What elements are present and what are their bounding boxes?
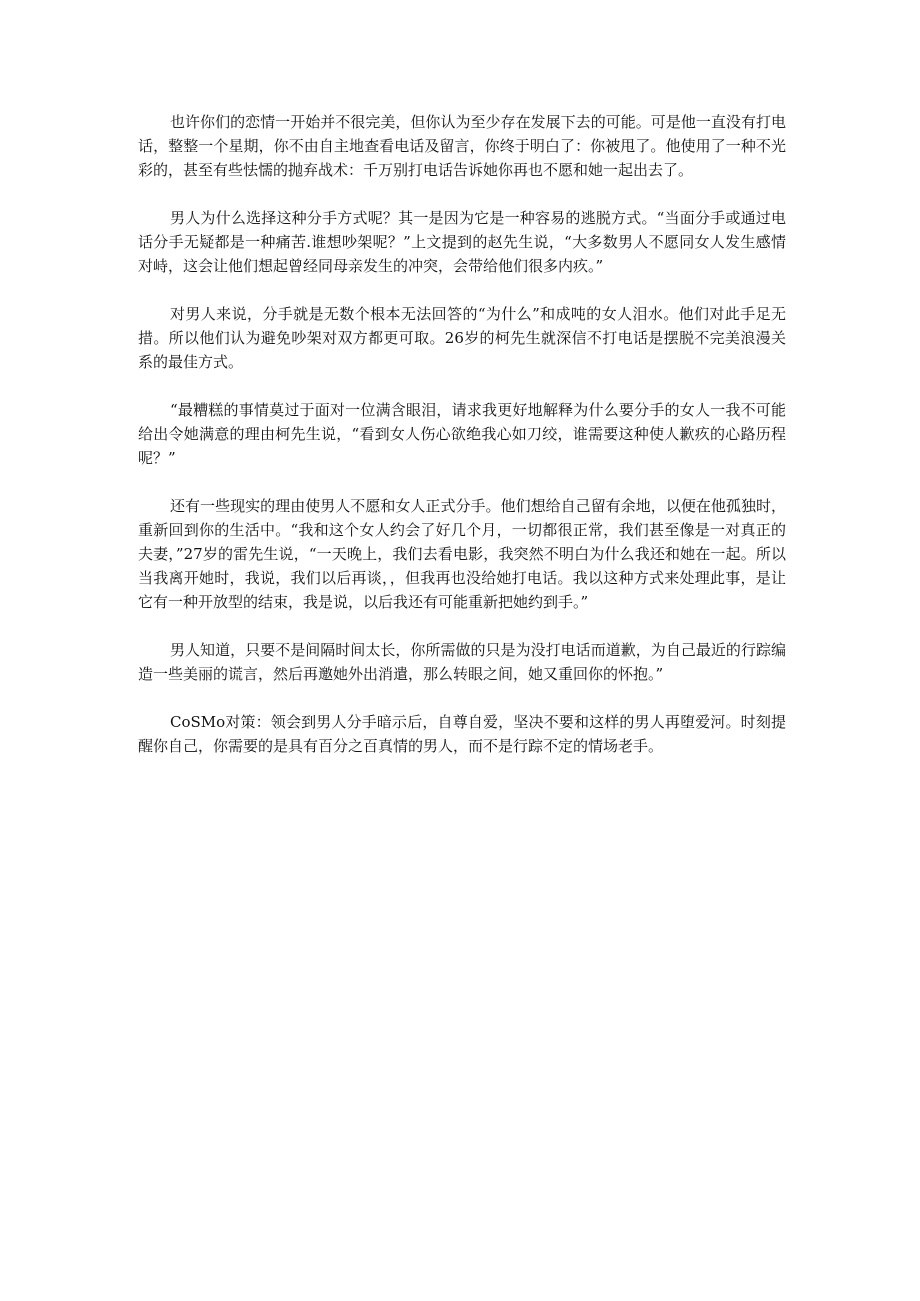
paragraph-2: 男人为什么选择这种分手方式呢？其一是因为它是一种容易的逃脱方式。“当面分手或通过电话分手无疑都是一种痛苦.谁想吵架呢？”上文提到的赵先生说，“大多数男人不愿同女人发生感情对峙，这会让他们想起曾经同母亲发生的冲突，会带给他们很多内疚。” xyxy=(138,209,786,275)
paragraph-7: CoSMo对策：领会到男人分手暗示后，自尊自爱，坚决不要和这样的男人再堕爱河。时刻提醒你自己，你需要的是具有百分之百真情的男人，而不是行踪不定的情场老手。 xyxy=(138,713,786,755)
paragraph-5: 还有一些现实的理由使男人不愿和女人正式分手。他们想给自己留有余地，以便在他孤独时，重新回到你的生活中。“我和这个女人约会了好几个月，一切都很正常，我们甚至像是一对真正的夫妻，”27岁的雷先生说，“一天晚上，我们去看电影，我突然不明白为什么我还和她在一起。所以当我离开她时，我说，我们以后再谈，，但我再也没给她打电话。我以这种方式来处理此事，是让它有一种开放型的结束，我是说，以后我还有可能重新把她约到手。” xyxy=(138,497,786,611)
paragraph-3: 对男人来说，分手就是无数个根本无法回答的“为什么”和成吨的女人泪水。他们对此手足无措。所以他们认为避免吵架对双方都更可取。26岁的柯先生就深信不打电话是摆脱不完美浪漫关系的最佳方式。 xyxy=(138,305,786,371)
paragraph-1: 也许你们的恋情一开始并不很完美，但你认为至少存在发展下去的可能。可是他一直没有打电话，整整一个星期，你不由自主地查看电话及留言，你终于明白了：你被甩了。他使用了一种不光彩的，甚至有些怯懦的抛弃战术：千万别打电话告诉她你再也不愿和她一起出去了。 xyxy=(138,113,786,179)
article-body xyxy=(138,110,786,782)
paragraph-6: 男人知道，只要不是间隔时间太长，你所需做的只是为没打电话而道歉，为自己最近的行踪编造一些美丽的谎言，然后再邀她外出消遣，那么转眼之间，她又重回你的怀抱。” xyxy=(138,641,786,683)
paragraph-4: “最糟糕的事情莫过于面对一位满含眼泪，请求我更好地解释为什么要分手的女人一我不可能给出令她满意的理由柯先生说，“看到女人伤心欲绝我心如刀绞，谁需要这种使人歉疚的心路历程呢？” xyxy=(138,401,786,467)
